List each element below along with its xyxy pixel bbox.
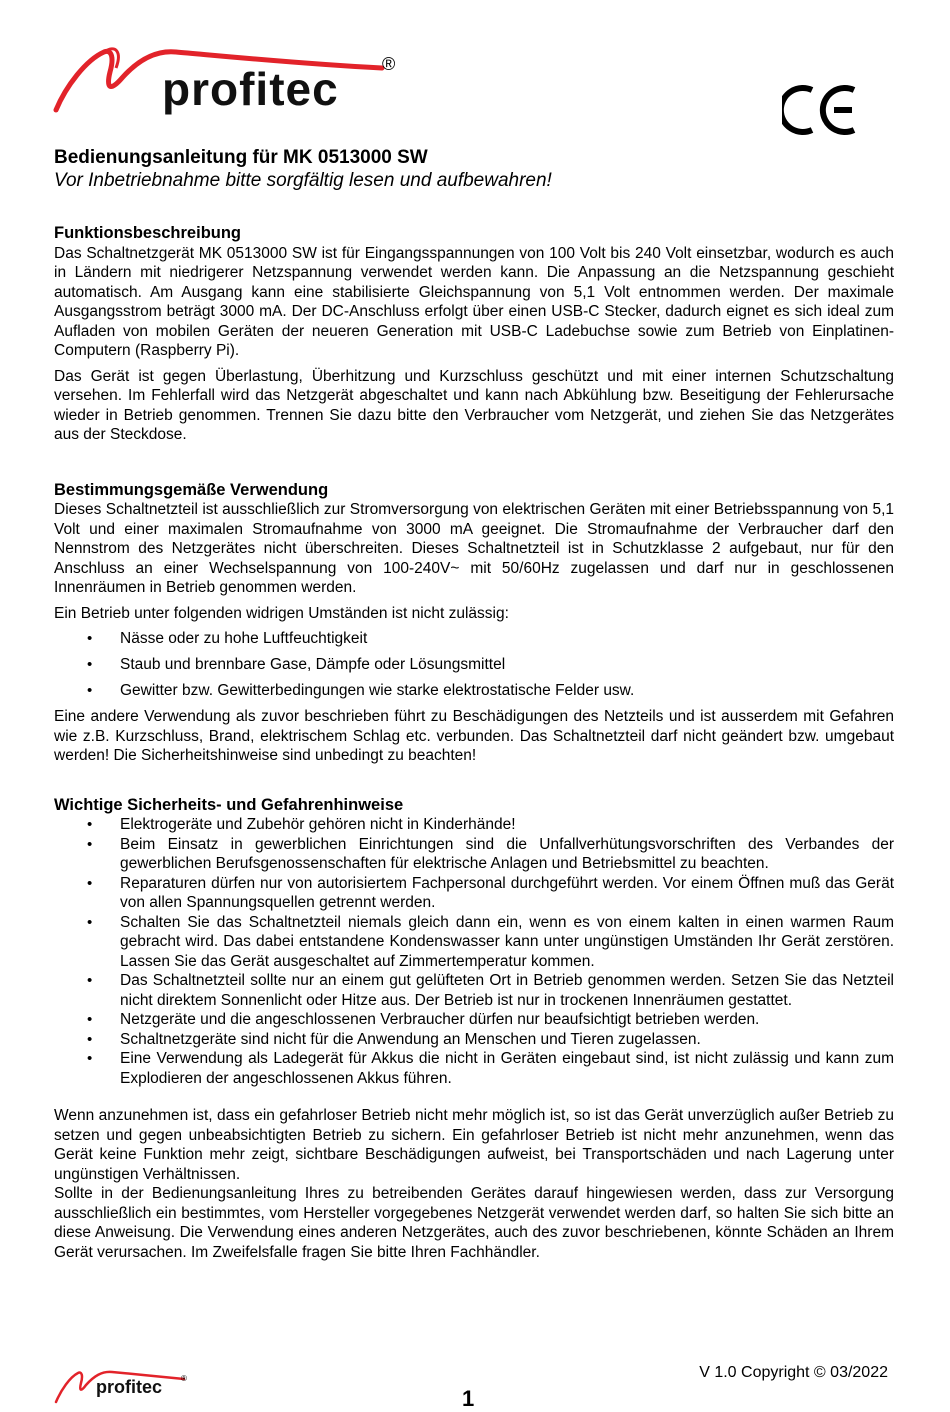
page-number: 1: [462, 1386, 475, 1411]
logo-brand-text: profitec: [162, 63, 339, 115]
footer-logo: [54, 1364, 194, 1406]
copyright-text: V 1.0 Copyright © 03/2022: [699, 1364, 888, 1381]
list-item: • Eine Verwendung als Ladegerät für Akkus die nicht in Geräten eingebaut sind, ist nicht zulässig und kann zum Explodieren der angeschlossenen Akkus führen.: [54, 1049, 894, 1088]
list-item: • Netzgeräte und die angeschlossenen Verbraucher dürfen nur beaufsichtigt betrieben werden.: [54, 1010, 894, 1030]
section-function: [54, 224, 894, 445]
list-item: • Reparaturen dürfen nur von autorisiertem Fachpersonal durchgeführt werden. Vor einem Öffnen muß das Gerät von allen Spannungsquellen getrennt werden.: [54, 874, 894, 913]
footer-logo-text: profitec: [96, 1377, 163, 1397]
page-title: Bedienungsanleitung für MK 0513000 SW: [54, 147, 428, 168]
document-body: [54, 146, 894, 1262]
paragraph: Das Schaltnetzgerät MK 0513000 SW ist für Eingangsspannungen von 100 Volt bis 240 Volt einsetzbar, wodurch es auch in Ländern mit niedrigerer Netzspannung verwendet werden kann. Die Anpassung an die Netzspannung geschieht automatisch. Am Ausgang kann eine stabilisierte Gleichspannung von 5,1 Volt entnommen werden. Der maximale Ausgangsstrom beträgt 3000 mA. Der DC-Anschluss erfolgt über einen USB-C Stecker, dadurch eignet es sich ideal zum Aufladen von mobilen Geräten der neueren Generation mit USB-C Ladebuchse sowie zum Betrieb von Einplatinen-Computern (Raspberry Pi).: [54, 244, 894, 359]
paragraph: Wenn anzunehmen ist, dass ein gefahrloser Betrieb nicht mehr möglich ist, so ist das Gerät unverzüglich außer Betrieb zu setzen und gegen unbeabsichtigten Betrieb zu sichern. Ein gefahrloser Betrieb ist nicht mehr anzunehmen, wenn das Gerät keine Funktion mehr zeigt, sichtbare Beschädigungen aufweist, bei Transportschäden und nach Lagerung unter ungünstigen Verhältnissen.: [54, 1107, 894, 1183]
section-safety: [54, 796, 894, 1263]
list-item: • Schaltnetzgeräte sind nicht für die Anwendung an Menschen und Tieren zugelassen.: [54, 1030, 894, 1050]
list-item: • Nässe oder zu hohe Luftfeuchtigkeit: [54, 629, 894, 649]
list-item: • Gewitter bzw. Gewitterbedingungen wie starke elektrostatische Felder usw.: [54, 681, 894, 701]
paragraph: Dieses Schaltnetzteil ist ausschließlich zur Stromversorgung von elektrischen Geräten mit einer Betriebsspannung von 5,1 Volt und einer maximalen Stromaufnahme von 3000 mA geeignet. Die Stromaufnahme der Verbraucher darf den Nennstrom des Netzgerätes nicht überschreiten. Dieses Schaltnetzteil ist in Schutzklasse 2 aufgebaut, nur für den Anschluss an einer Wechselspannung von 100-240V~ mit 50/60Hz zugelassen und darf nur in geschlossenen Innenräumen in Betrieb genommen werden.: [54, 501, 894, 596]
bullet-list: [54, 629, 894, 701]
registered-mark: ®: [382, 54, 396, 74]
list-item: • Elektrogeräte und Zubehör gehören nicht in Kinderhände!: [54, 815, 894, 835]
bullet-list: [54, 815, 894, 1088]
section-usage: [54, 481, 894, 766]
paragraph: Das Gerät ist gegen Überlastung, Überhitzung und Kurzschluss geschützt und mit einer internen Schutzschaltung versehen. Im Fehlerfall wird das Netzgerät abgeschaltet und kann nach Abkühlung bzw. Beseitigung der Fehlerursache wieder in Betrieb genommen. Trennen Sie dazu bitte den Verbraucher vom Netzgerät, und ziehen Sie das Netzgerätes aus der Steckdose.: [54, 367, 894, 443]
ce-mark-icon: [782, 84, 860, 136]
page-subtitle: Vor Inbetriebnahme bitte sorgfältig lesen und aufbewahren!: [54, 170, 552, 191]
list-item: • Beim Einsatz in gewerblichen Einrichtungen sind die Unfallverhütungsvorschriften des Verbandes der gewerblichen Berufsgenossenschaften für elektrische Anlagen und Betriebsmittel zu beachten.: [54, 835, 894, 874]
paragraph: Sollte in der Bedienungsanleitung Ihres zu betreibenden Gerätes darauf hingewiesen werden, dass zur Versorgung ausschließlich ein bestimmtes, vom Hersteller vorgegebenes Netzgerät verwendet werden darf, so halten Sie sich bitte an diese Anweisung. Die Verwendung eines anderen Netzgerätes, auch des zuvor beschriebenen, könnte Schäden an Ihrem Gerät verursachen. Im Zweifelsfalle fragen Sie bitte Ihren Fachhändler.: [54, 1185, 894, 1261]
list-item: • Schalten Sie das Schaltnetzteil niemals gleich dann ein, wenn es von einem kalten in einen warmen Raum gebracht wird. Das dabei entstandene Kondenswasser kann unter ungünstigen Umständen Ihr Gerät zerstören. Lassen Sie das Gerät ausgeschaltet auf Zimmertemperatur kommen.: [54, 913, 894, 972]
section-heading: Bestimmungsgemäße Verwendung: [54, 480, 329, 499]
paragraph: Ein Betrieb unter folgenden widrigen Umständen ist nicht zulässig:: [54, 604, 509, 622]
list-item: • Staub und brennbare Gase, Dämpfe oder Lösungsmittel: [54, 655, 894, 675]
section-heading: Funktionsbeschreibung: [54, 224, 242, 242]
profitec-logo: [52, 38, 412, 120]
paragraph: Eine andere Verwendung als zuvor beschrieben führt zu Beschädigungen des Netzteils und ist ausserdem mit Gefahren wie z.B. Kurzschluss, Brand, elektrischem Schlag etc. verbunden. Das Schaltnetzteil darf nicht geändert bzw. umgebaut werden! Die Sicherheitshinweise sind unbedingt zu beachten!: [54, 708, 894, 764]
list-item: • Das Schaltnetzteil sollte nur an einem gut gelüfteten Ort in Betrieb genommen werden. Setzen Sie das Netzteil nicht direktem Sonnenlicht oder Hitze aus. Der Betrieb ist nur in trockenen Innenräumen gestattet.: [54, 971, 894, 1010]
section-heading: Wichtige Sicherheits- und Gefahrenhinweise: [54, 795, 404, 814]
footer-registered-mark: ®: [181, 1374, 187, 1383]
